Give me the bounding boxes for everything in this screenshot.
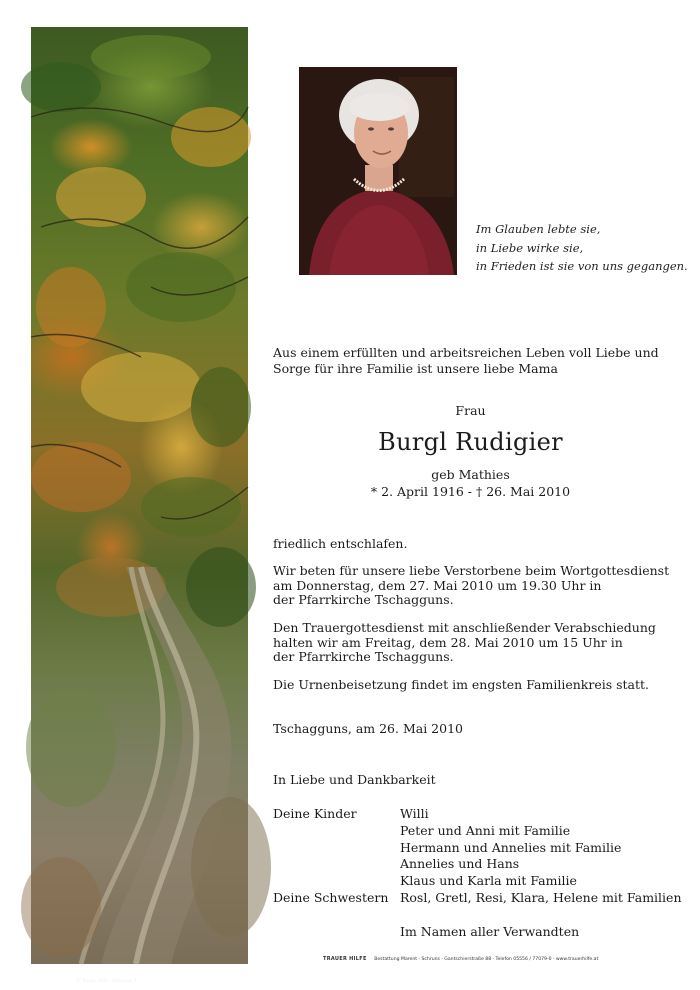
child-entry: Annelies und Hans: [400, 856, 520, 872]
children-list: [400, 806, 621, 890]
salutation: Frau: [455, 403, 486, 418]
life-dates: * 2. April 1916 - † 26. Mai 2010: [370, 484, 571, 499]
children-label: Deine Kinder: [273, 806, 357, 821]
sisters-list: Rosl, Gretl, Resi, Klara, Helene mit Familien: [400, 890, 682, 905]
child-entry: Willi: [400, 806, 429, 821]
forest-illustration: [31, 27, 248, 964]
child-entry: Klaus und Karla mit Familie: [400, 873, 577, 889]
service-line: halten wir am Freitag, dem 28. Mai 2010 um 15 Uhr in: [273, 634, 623, 650]
urn-notice: Die Urnenbeisetzung findet im engsten Familienkreis statt.: [273, 677, 650, 692]
deceased-name: Burgl Rudigier: [378, 428, 563, 456]
service-line: Den Trauergottesdienst mit anschließender Verabschiedung: [273, 620, 656, 635]
motto-line: Im Glauben lebte sie,: [476, 222, 601, 236]
footer-brand: TRAUER HILFE: [323, 956, 367, 962]
memorial-motto: [476, 220, 688, 276]
sisters-label: Deine Schwestern: [273, 890, 389, 905]
intro-line: Sorge für ihre Familie ist unsere liebe Mama: [273, 360, 558, 376]
footer-info: Bestattung Marent · Schruns · Gantschierstraße 88 · Telefon 05556 / 77079-0 · www.trauerhilfe.at: [374, 957, 599, 962]
footer-imprint: [323, 956, 598, 962]
child-entry: Peter und Anni mit Familie: [400, 822, 571, 838]
intro-line: Aus einem erfüllten und arbeitsreichen Leben voll Liebe und: [273, 345, 659, 360]
maiden-name: geb Mathies: [431, 467, 510, 482]
service-paragraph-1: [273, 564, 669, 608]
service-line: Wir beten für unsere liebe Verstorbene beim Wortgottesdienst: [273, 563, 670, 578]
closing-line: In Liebe und Dankbarkeit: [273, 772, 436, 787]
service-line: am Donnerstag, dem 27. Mai 2010 um 19.30 Uhr in: [273, 577, 602, 593]
service-line: der Pfarrkirche Tschagguns.: [273, 592, 454, 608]
child-entry: Hermann und Annelies mit Familie: [400, 839, 622, 855]
place-date: Tschagguns, am 26. Mai 2010: [273, 721, 463, 736]
service-line: der Pfarrkirche Tschagguns.: [273, 649, 454, 665]
forest-path-photo: [31, 27, 248, 984]
service-paragraph-2: [273, 621, 656, 665]
intro-text: [273, 345, 659, 376]
portrait-illustration: [299, 67, 457, 275]
motto-line: in Liebe wirke sie,: [476, 240, 584, 255]
motto-line: in Frieden ist sie von uns gegangen.: [476, 259, 688, 273]
photo-credit: © Trauer Hilfe · Waldweg 1: [76, 979, 137, 984]
portrait-photo: [299, 67, 457, 275]
relatives-line: Im Namen aller Verwandten: [400, 924, 580, 939]
passed-text: friedlich entschlafen.: [273, 536, 408, 551]
